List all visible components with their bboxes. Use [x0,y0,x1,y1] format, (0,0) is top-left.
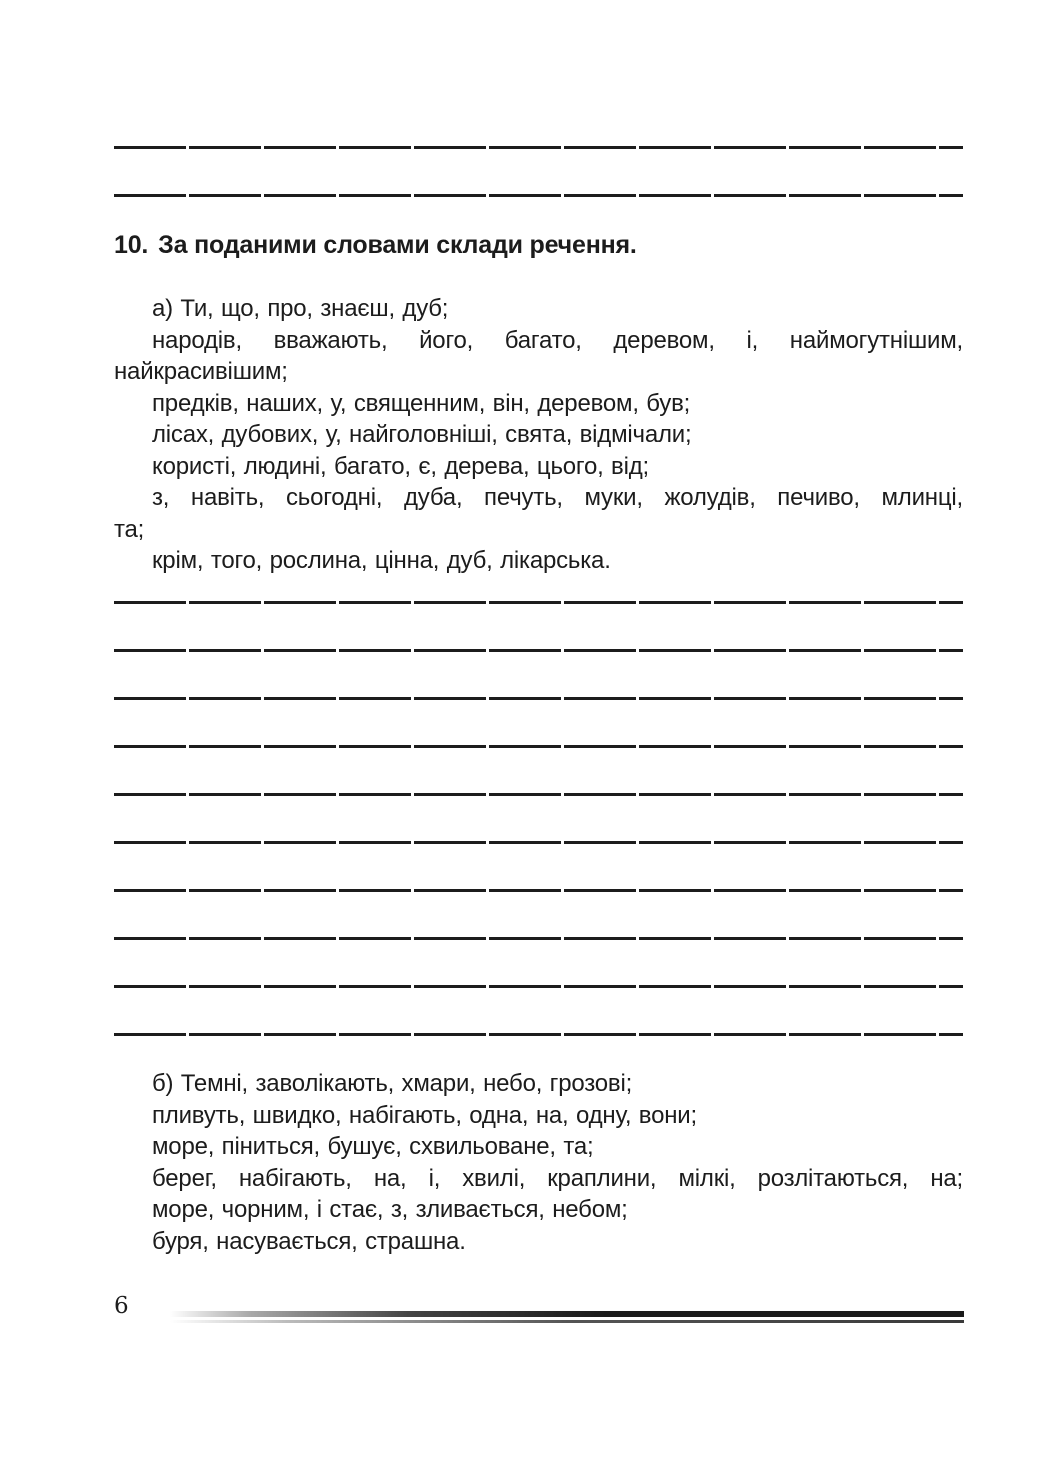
writing-line [114,146,963,149]
word-list-line: буря, насувається, страшна. [152,1227,466,1255]
word-list-line: море, піниться, бушує, схвильоване, та; [152,1133,594,1160]
footer-divider-bar [170,1311,964,1317]
word-list-line: б) Темні, заволікають, хмари, небо, грозові; [152,1070,633,1097]
writing-line [114,194,963,197]
word-list-line: користі, людині, багато, є, дерева, цього, від; [152,452,649,480]
answer-line [114,841,963,844]
section-b-word-list [114,1068,963,1257]
word-list-line: народів, вважають, його, багато, деревом, і, наймогутнішим, [152,326,963,354]
word-list-line: а) Ти, що, про, знаєш, дуб; [152,295,449,322]
exercise-number: 10. [114,231,149,259]
word-list-line: предків, наших, у, священним, він, деревом, був; [152,389,691,417]
word-list-line: берег, набігають, на, і, хвилі, краплини, мілкі, розлітаються, на; [152,1164,963,1192]
word-list-line: крім, того, рослина, цінна, дуб, лікарська. [152,547,611,574]
section-a-word-list [114,293,963,577]
answer-line [114,937,963,940]
word-list-line: найкрасивішим; [114,358,288,385]
word-list-line: море, чорним, і стає, з, зливається, небом; [152,1196,628,1223]
answer-line [114,745,963,748]
footer-divider-line [170,1320,964,1323]
page-number: 6 [114,1293,129,1319]
answer-line [114,601,963,604]
answer-line [114,985,963,988]
answer-line [114,793,963,796]
exercise-heading [114,230,963,260]
word-list-line: лісах, дубових, у, найголовніші, свята, відмічали; [152,421,692,448]
answer-line [114,1033,963,1036]
word-list-line: та; [114,515,145,543]
exercise-title: За поданими словами склади речення. [158,231,637,259]
word-list-line: з, навіть, сьогодні, дуба, печуть, муки, жолудів, печиво, млинці, [152,484,963,511]
word-list-line: пливуть, швидко, набігають, одна, на, одну, вони; [152,1101,697,1129]
answer-line [114,697,963,700]
answer-line [114,889,963,892]
answer-line [114,649,963,652]
